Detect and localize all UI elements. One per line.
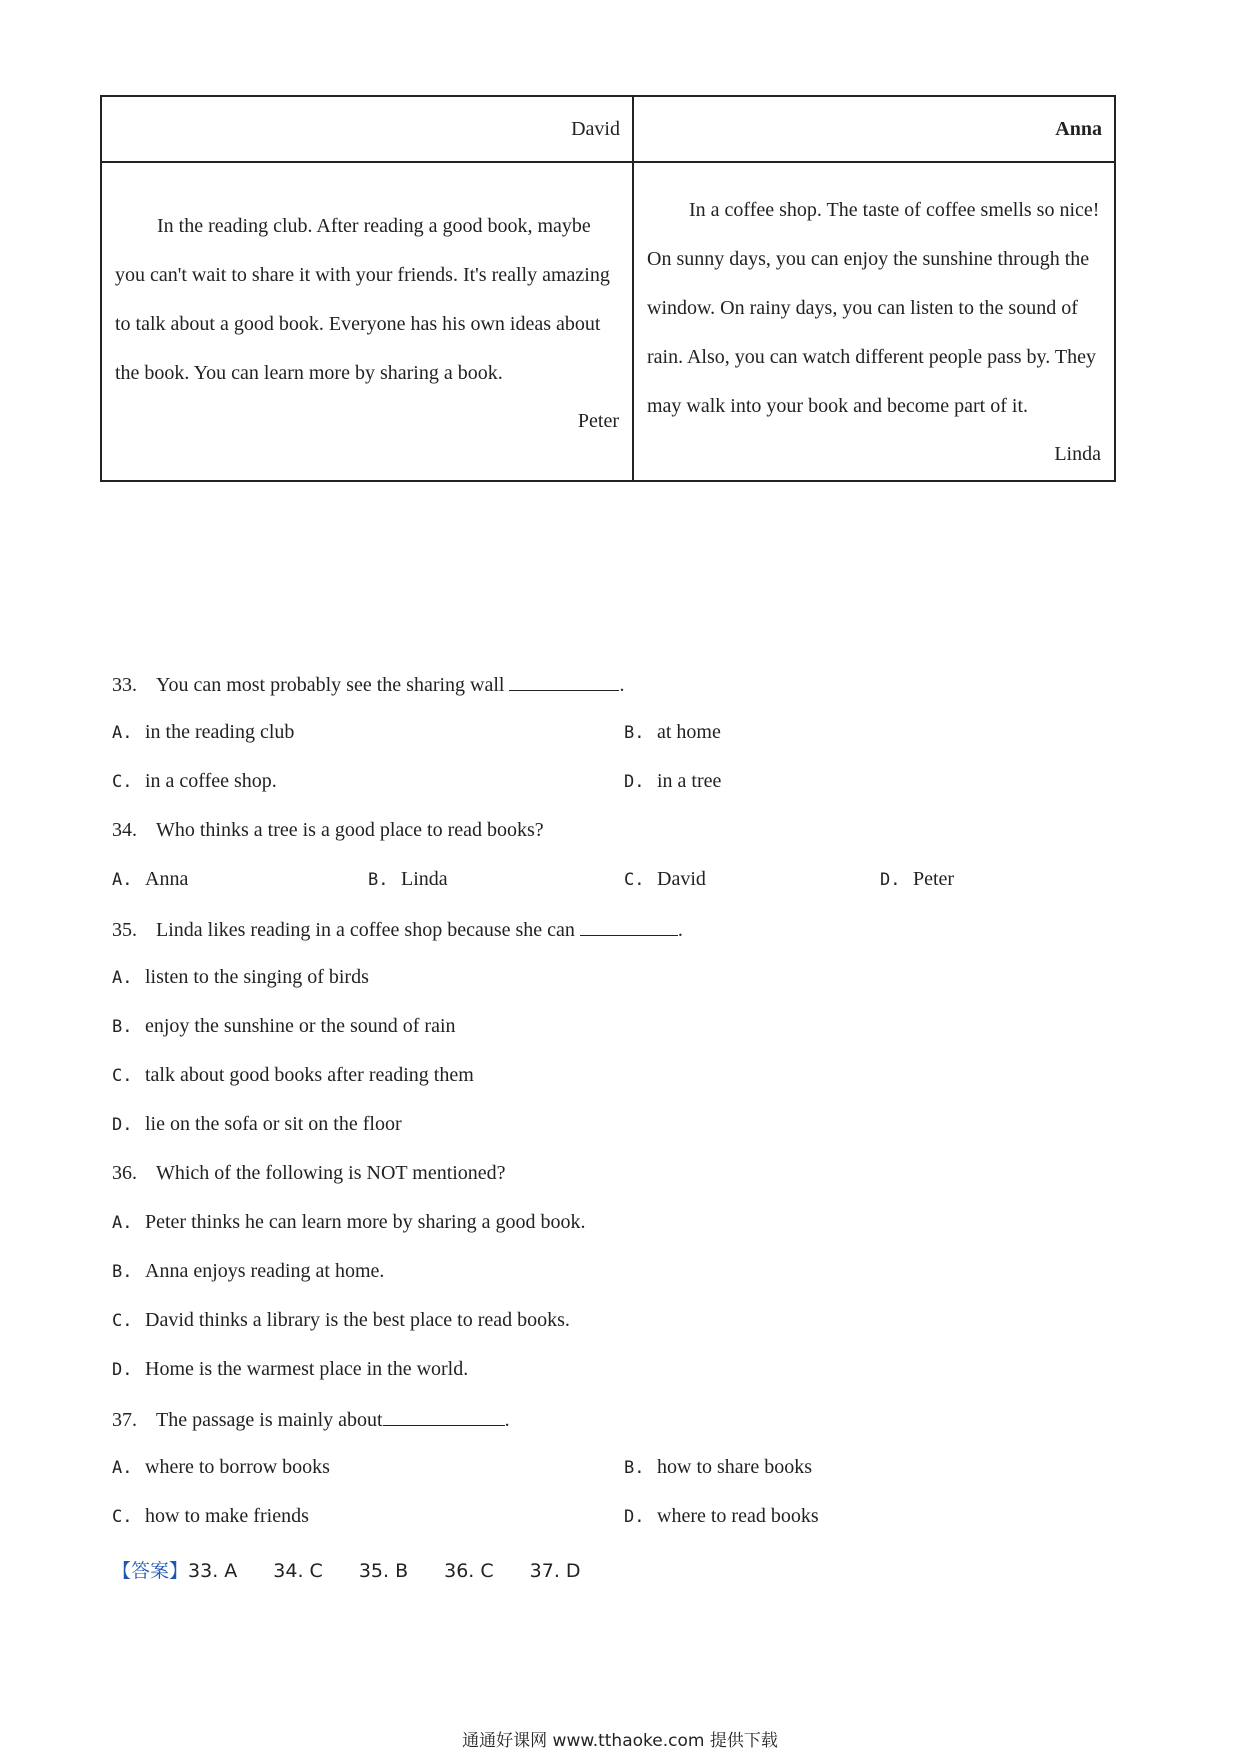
page-footer: 通通好课网 www.tthaoke.com 提供下载 — [462, 1731, 778, 1751]
option-text: Peter — [913, 868, 955, 890]
option-letter: B. — [112, 1017, 133, 1037]
question-tail: . — [504, 1409, 510, 1431]
option-letter: D. — [624, 772, 645, 792]
left-signature: Peter — [577, 410, 619, 432]
option-text: Anna enjoys reading at home. — [145, 1260, 385, 1282]
option-d[interactable] — [880, 868, 954, 891]
question-text: Who thinks a tree is a good place to read books? — [156, 819, 544, 841]
option-letter: C. — [112, 772, 133, 792]
question-33 — [112, 672, 624, 702]
option-text: Anna — [145, 868, 189, 890]
question-text: You can most probably see the sharing wall — [156, 674, 505, 696]
option-a[interactable] — [112, 1456, 330, 1479]
answer-item: 34. C — [273, 1560, 323, 1582]
option-d[interactable] — [112, 1113, 402, 1143]
option-letter: A. — [112, 723, 133, 743]
answer-blank — [509, 672, 619, 691]
answer-blank — [580, 917, 678, 936]
right-paragraph: In a coffee shop. The taste of coffee smells so nice! On sunny days, you can enjoy the sunshine through the window. On rainy days, you can listen to the sound of rain. Also, you can watch different people pass by. They may walk into your book and become part of it. — [647, 199, 1100, 417]
answer-item: 33. A — [188, 1560, 238, 1582]
option-text: lie on the sofa or sit on the floor — [145, 1113, 402, 1135]
option-d[interactable] — [624, 770, 721, 793]
option-b[interactable] — [624, 1456, 812, 1479]
option-letter: B. — [368, 870, 389, 890]
option-letter: D. — [112, 1115, 133, 1135]
table-cell-right — [633, 162, 1115, 481]
option-text: listen to the singing of birds — [145, 966, 369, 988]
question-number: 34. — [112, 819, 137, 841]
answer-tag: 【答案】 — [112, 1560, 189, 1582]
question-number: 36. — [112, 1162, 137, 1184]
option-a[interactable] — [112, 721, 294, 744]
option-b[interactable] — [368, 868, 448, 891]
option-b[interactable] — [112, 1260, 384, 1290]
option-a[interactable] — [112, 868, 188, 891]
question-34 — [112, 819, 544, 849]
answer-blank — [383, 1407, 505, 1426]
option-text: David — [657, 868, 706, 890]
answer-item: 35. B — [358, 1560, 409, 1582]
option-text: Linda — [401, 868, 448, 890]
option-letter: B. — [624, 1458, 645, 1478]
option-letter: A. — [112, 1213, 133, 1233]
option-a[interactable] — [112, 966, 369, 996]
right-signature: Linda — [1054, 443, 1101, 465]
option-c[interactable] — [624, 868, 706, 891]
option-c[interactable] — [112, 1505, 309, 1528]
option-text: how to make friends — [145, 1505, 309, 1527]
question-37 — [112, 1407, 510, 1437]
option-b[interactable] — [624, 721, 721, 744]
table-header-left: David — [101, 96, 633, 162]
option-text: where to borrow books — [145, 1456, 330, 1478]
question-number: 37. — [112, 1409, 137, 1431]
option-d[interactable] — [624, 1505, 819, 1528]
question-35 — [112, 917, 683, 947]
option-letter: D. — [624, 1507, 645, 1527]
option-text: at home — [657, 721, 721, 743]
question-text: The passage is mainly about — [156, 1409, 383, 1431]
option-letter: C. — [112, 1311, 133, 1331]
option-letter: D. — [112, 1360, 133, 1380]
option-text: in a tree — [657, 770, 722, 792]
question-text: Which of the following is NOT mentioned? — [156, 1162, 506, 1184]
option-c[interactable] — [112, 1064, 474, 1094]
option-text: Peter thinks he can learn more by sharing a good book. — [145, 1211, 586, 1233]
question-tail: . — [619, 674, 625, 696]
option-letter: C. — [112, 1066, 133, 1086]
answer-item: 37. D — [529, 1560, 581, 1582]
option-letter: B. — [624, 723, 645, 743]
question-tail: . — [677, 919, 683, 941]
option-letter: A. — [112, 968, 133, 988]
option-letter: D. — [880, 870, 901, 890]
answer-item: 36. C — [444, 1560, 494, 1582]
option-a[interactable] — [112, 1211, 585, 1241]
option-letter: A. — [112, 1458, 133, 1478]
option-text: how to share books — [657, 1456, 812, 1478]
table-header-right: Anna — [633, 96, 1115, 162]
option-text: talk about good books after reading them — [145, 1064, 474, 1086]
question-number: 35. — [112, 919, 137, 941]
option-c[interactable] — [112, 770, 277, 793]
option-d[interactable] — [112, 1358, 468, 1388]
answer-key — [112, 1556, 617, 1583]
left-paragraph: In the reading club. After reading a good book, maybe you can't wait to share it with your friends. It's really amazing to talk about a good book. Everyone has his own ideas about the book. You can learn more by sharing a book. — [115, 215, 610, 384]
option-letter: B. — [112, 1262, 133, 1282]
option-text: in a coffee shop. — [145, 770, 277, 792]
option-text: where to read books — [657, 1505, 819, 1527]
reading-table — [100, 95, 1116, 482]
option-letter: C. — [112, 1507, 133, 1527]
option-b[interactable] — [112, 1015, 456, 1045]
option-c[interactable] — [112, 1309, 570, 1339]
question-number: 33. — [112, 674, 137, 696]
option-letter: C. — [624, 870, 645, 890]
option-text: in the reading club — [145, 721, 295, 743]
table-cell-left — [101, 162, 633, 481]
option-text: Home is the warmest place in the world. — [145, 1358, 469, 1380]
question-text: Linda likes reading in a coffee shop because she can — [156, 919, 575, 941]
option-text: David thinks a library is the best place to read books. — [145, 1309, 570, 1331]
option-text: enjoy the sunshine or the sound of rain — [145, 1015, 456, 1037]
question-36 — [112, 1162, 506, 1192]
option-letter: A. — [112, 870, 133, 890]
